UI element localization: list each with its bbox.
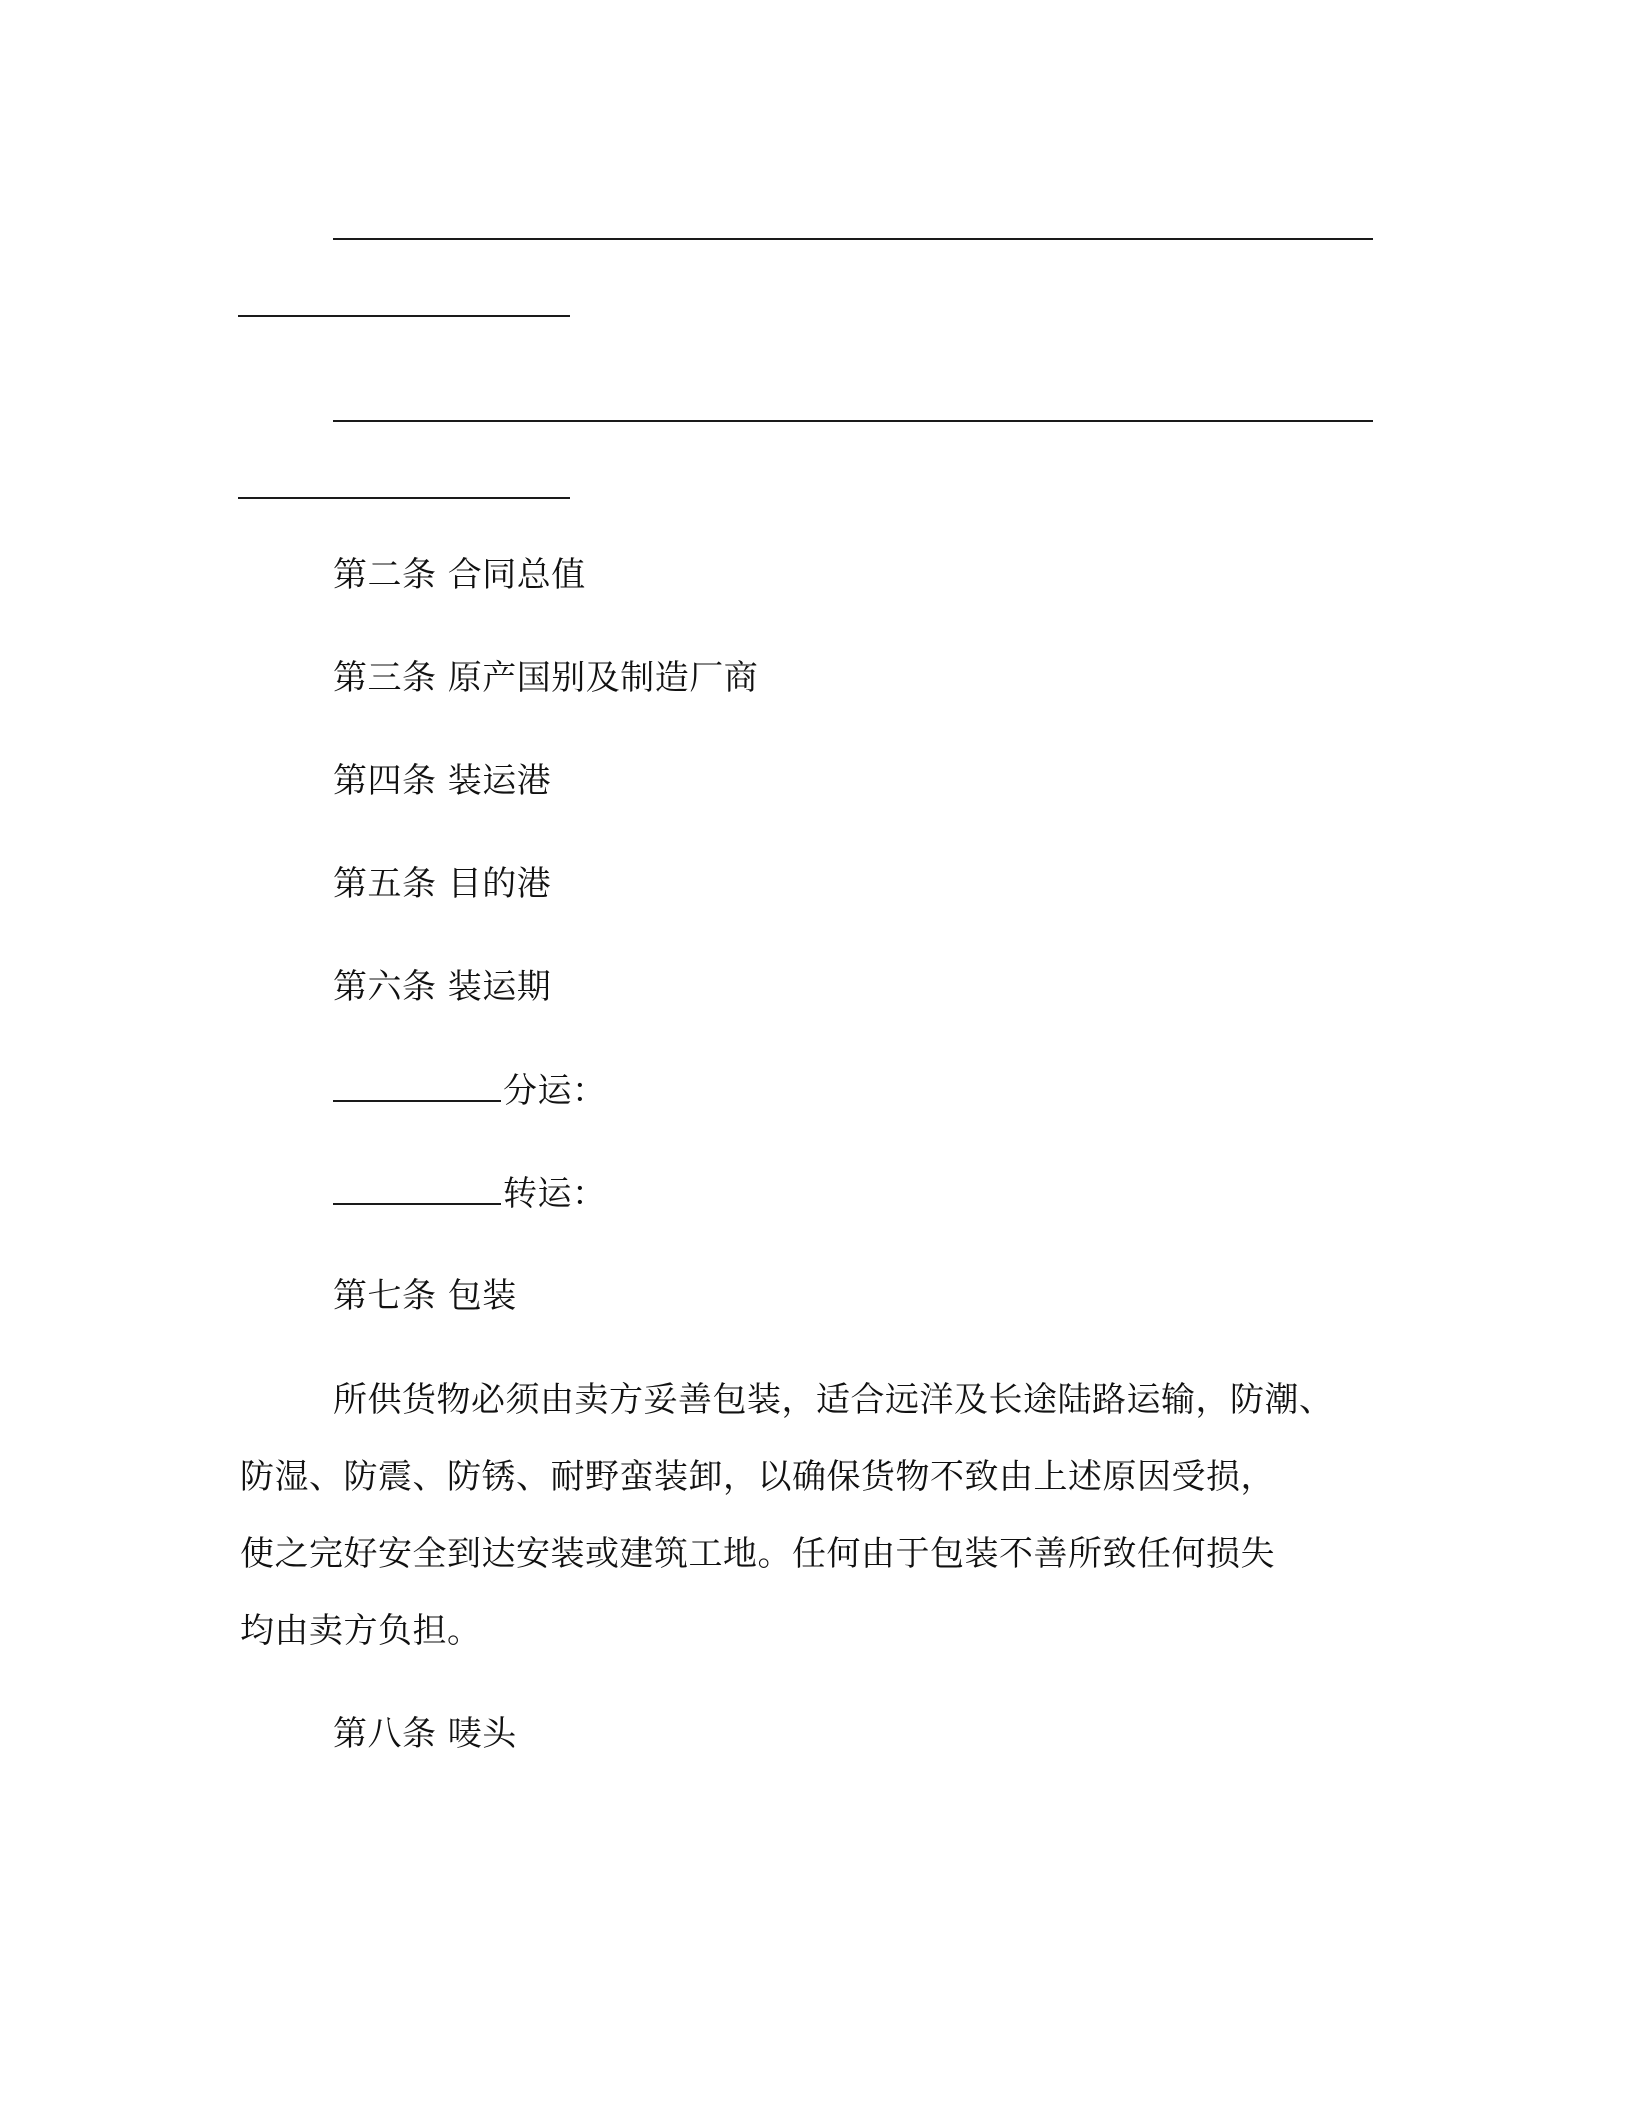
article-7-heading: 第七条 包装 (333, 1276, 517, 1316)
fill-in-line (238, 497, 570, 499)
article-5-heading: 第五条 目的港 (333, 864, 552, 904)
packing-paragraph-line: 所供货物必须由卖方妥善包装，适合远洋及长途陆路运输，防潮、 (333, 1380, 1334, 1420)
transshipment-label: 转运： (503, 1174, 607, 1214)
transshipment-blank (333, 1173, 501, 1205)
article-4-heading: 第四条 装运港 (333, 761, 552, 801)
transshipment-line (333, 1173, 607, 1214)
partial-shipment-label: 分运： (503, 1071, 607, 1111)
article-6-heading: 第六条 装运期 (333, 967, 552, 1007)
partial-shipment-line (333, 1070, 607, 1111)
article-3-heading: 第三条 原产国别及制造厂商 (333, 658, 759, 698)
fill-in-line (238, 315, 570, 317)
packing-paragraph-line: 防湿、防震、防锈、耐野蛮装卸，以确保货物不致由上述原因受损， (240, 1457, 1275, 1497)
fill-in-line (333, 420, 1373, 422)
packing-paragraph-line: 使之完好安全到达安装或建筑工地。任何由于包装不善所致任何损失 (240, 1534, 1275, 1574)
article-8-heading: 第八条 唛头 (333, 1714, 517, 1754)
article-2-heading: 第二条 合同总值 (333, 555, 586, 595)
fill-in-line (333, 238, 1373, 240)
partial-shipment-blank (333, 1070, 501, 1102)
packing-paragraph-line: 均由卖方负担。 (240, 1611, 482, 1651)
